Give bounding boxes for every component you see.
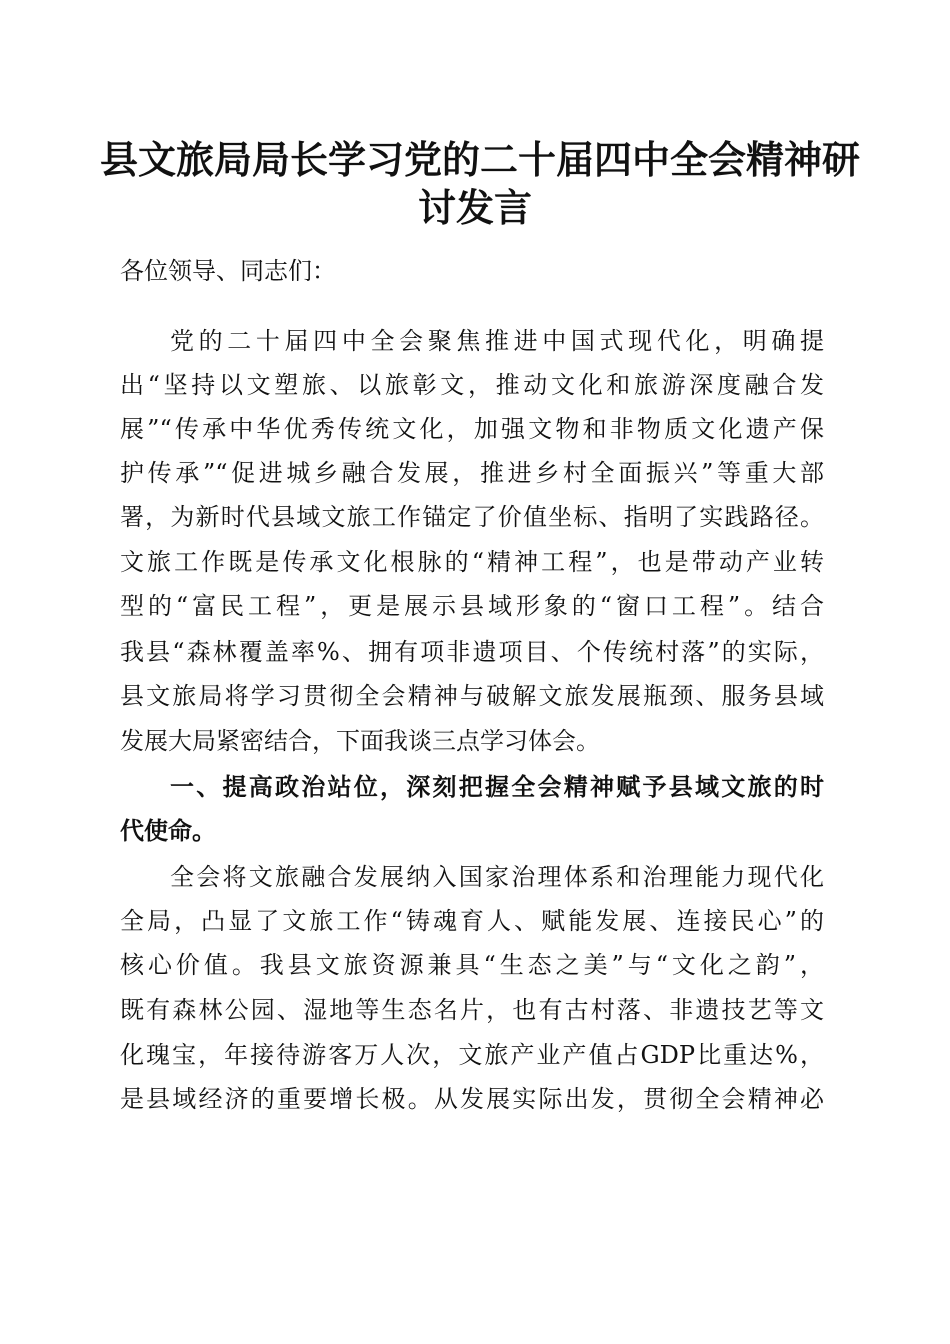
- document-title-line2: 讨发言: [417, 185, 532, 230]
- paragraph2-line: 是县域经济的重要增长极。从发展实际出发，贯彻全会精神必: [120, 1085, 824, 1113]
- paragraph2-line: 全局，凸显了文旅工作“铸魂育人、赋能发展、连接民心”的: [120, 907, 824, 935]
- document-title-line1: 县文旅局局长学习党的二十届四中全会精神研: [100, 137, 861, 182]
- paragraph1-line: 型的“富民工程”，更是展示县域形象的“窗口工程”。结合: [120, 592, 824, 620]
- paragraph1-line: 我县“森林覆盖率%、拥有项非遗项目、个传统村落”的实际，: [120, 638, 824, 666]
- paragraph2-line: 既有森林公园、湿地等生态名片，也有古村落、非遗技艺等文: [120, 996, 824, 1024]
- section-heading-1: 代使命。: [120, 817, 216, 845]
- paragraph1-line: 出“坚持以文塑旅、以旅彰文，推动文化和旅游深度融合发: [120, 371, 824, 399]
- paragraph1-line: 党的二十届四中全会聚焦推进中国式现代化，明确提: [170, 327, 824, 355]
- greeting: 各位领导、同志们：: [120, 257, 336, 285]
- paragraph1-line: 护传承”“促进城乡融合发展，推进乡村全面振兴”等重大部: [120, 459, 824, 487]
- paragraph2-line: 化瑰宝，年接待游客万人次，文旅产业产值占GDP比重达%，: [120, 1041, 824, 1069]
- paragraph1-line: 展”“传承中华优秀传统文化，加强文物和非物质文化遗产保: [120, 415, 824, 443]
- paragraph2-line: 全会将文旅融合发展纳入国家治理体系和治理能力现代化: [170, 863, 824, 891]
- paragraph1-line: 县文旅局将学习贯彻全会精神与破解文旅发展瓶颈、服务县域: [120, 682, 824, 710]
- paragraph1-line: 发展大局紧密结合，下面我谈三点学习体会。: [120, 727, 600, 755]
- paragraph1-line: 文旅工作既是传承文化根脉的“精神工程”，也是带动产业转: [120, 548, 824, 576]
- paragraph1-line: 署，为新时代县域文旅工作锚定了价值坐标、指明了实践路径。: [120, 503, 824, 531]
- section-heading-1: 一、提高政治站位，深刻把握全会精神赋予县域文旅的时: [170, 773, 824, 801]
- paragraph2-line: 核心价值。我县文旅资源兼具“生态之美”与“文化之韵”，: [120, 951, 824, 979]
